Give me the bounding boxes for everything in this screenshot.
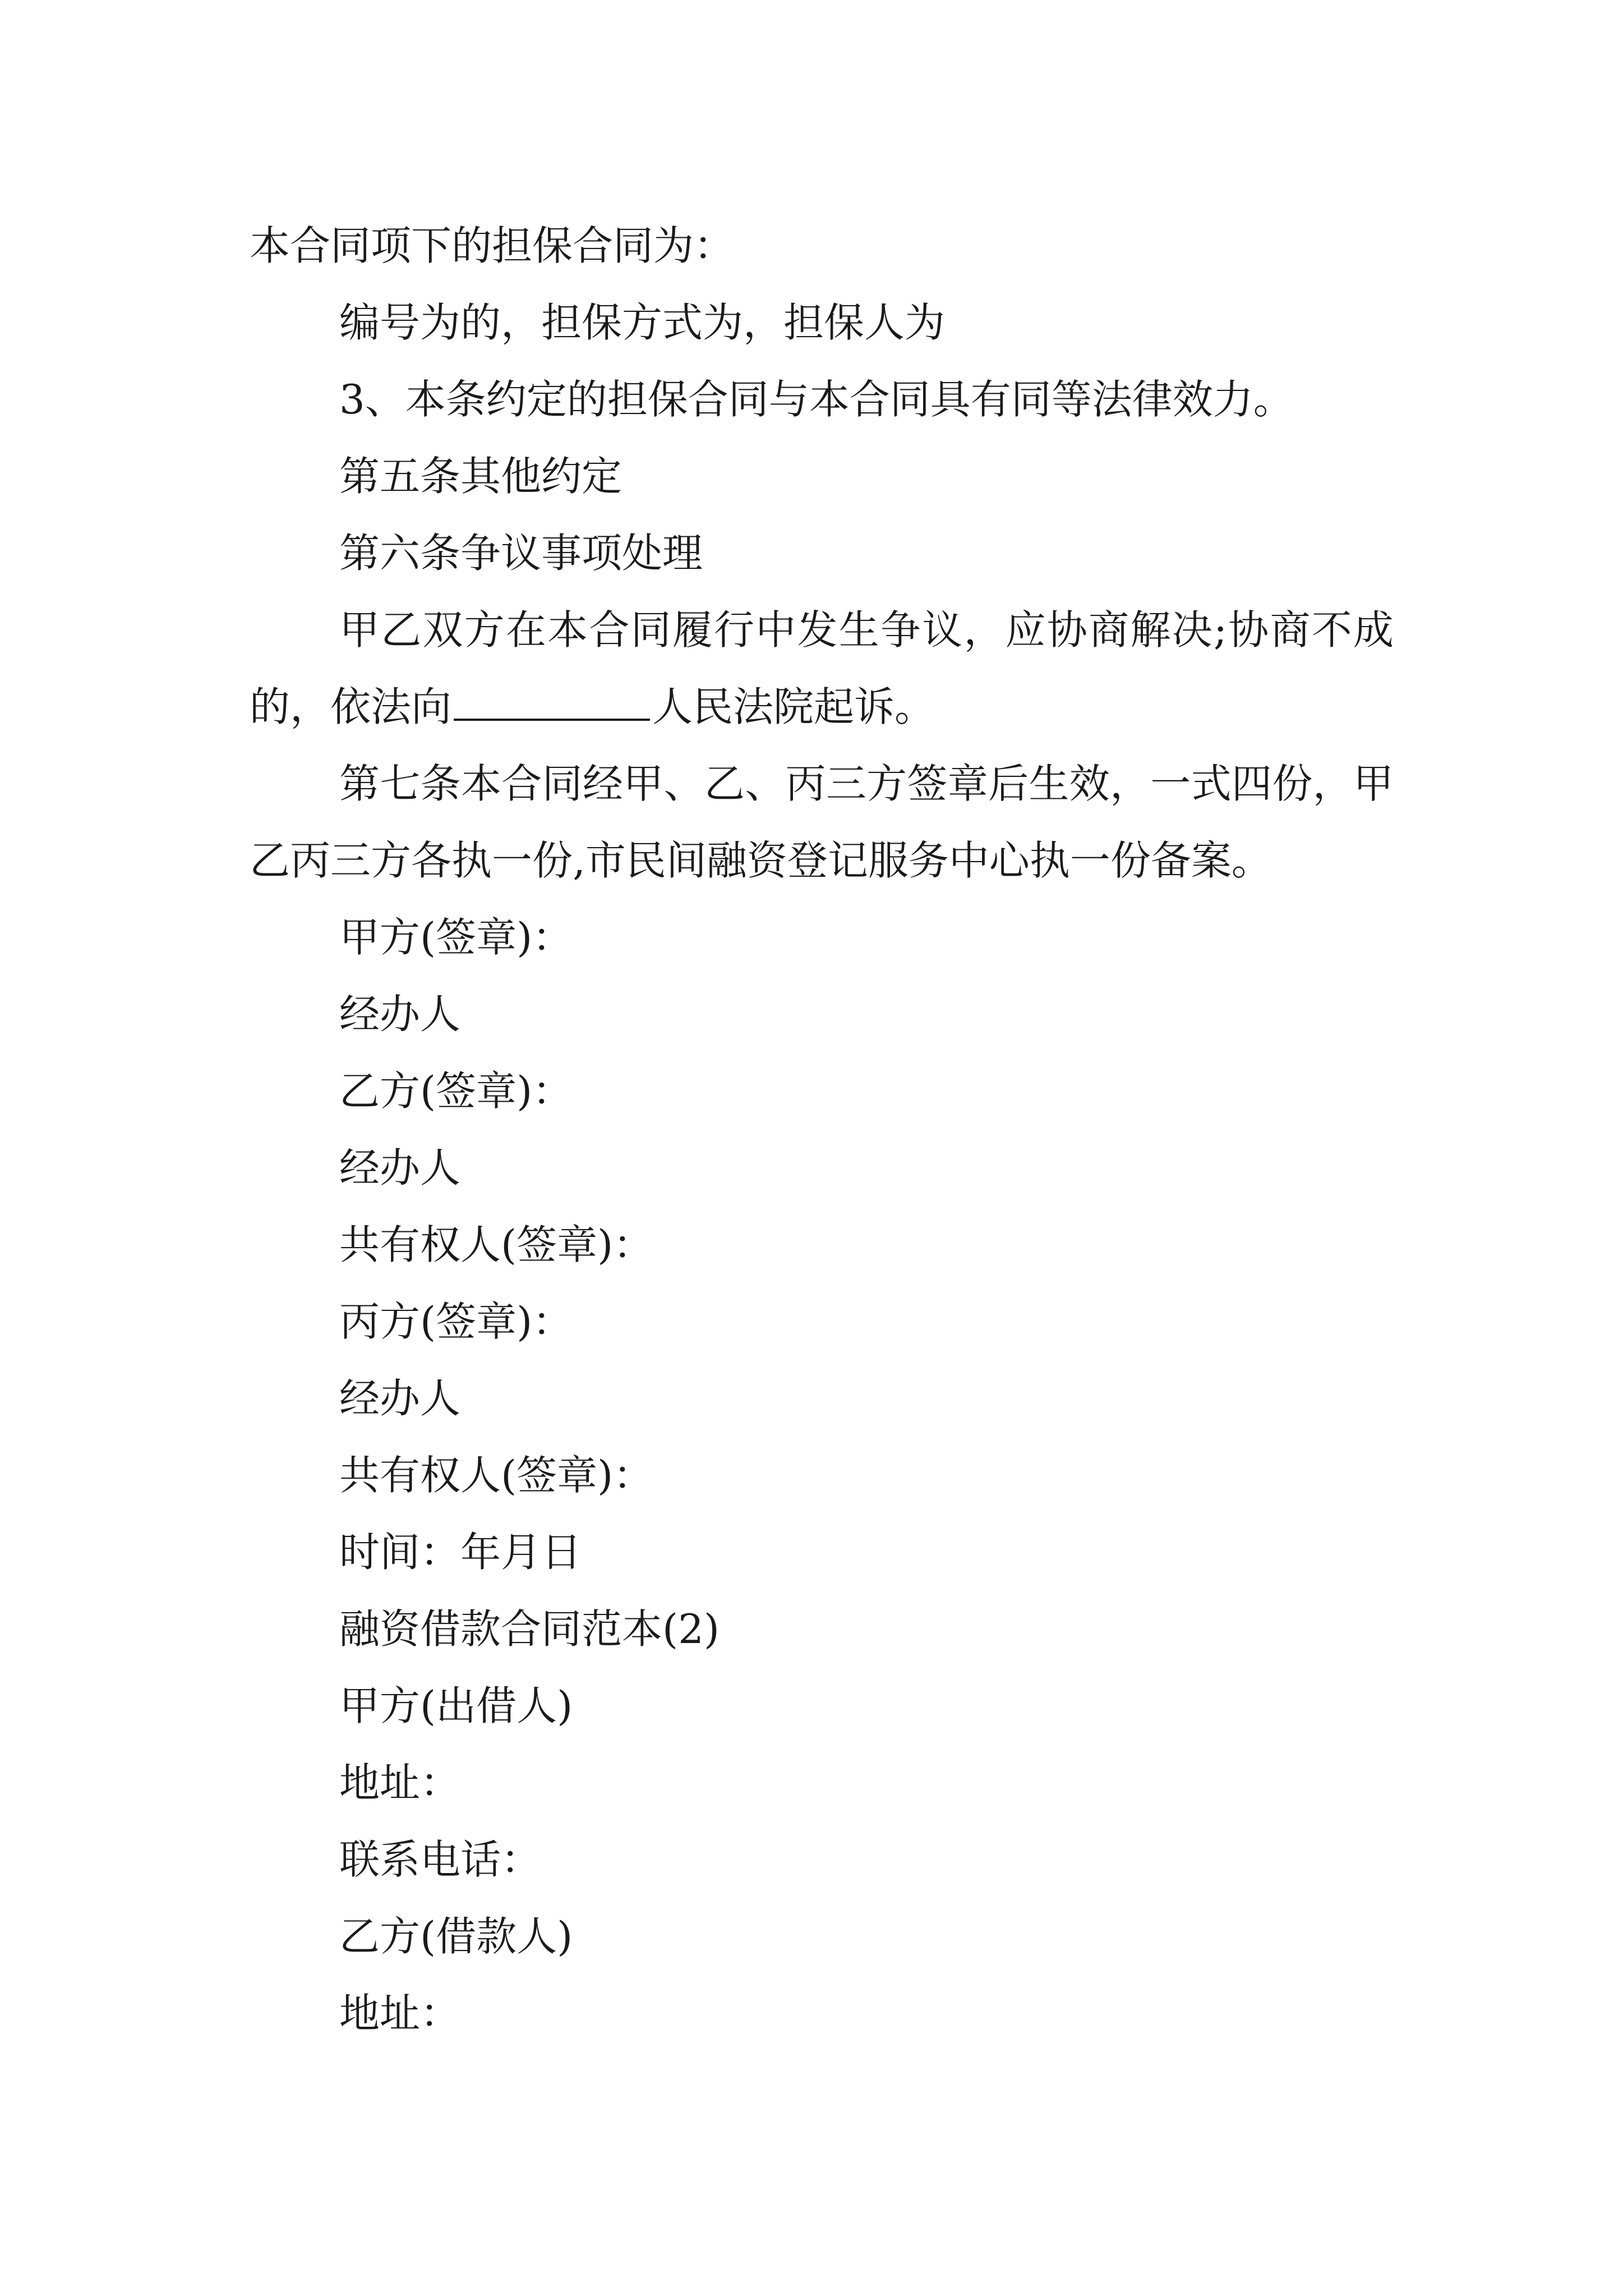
party-a-agent: 经办人 — [339, 991, 461, 1038]
dispute-text-end: 人民法院起诉。 — [652, 683, 935, 730]
party-b-signature: 乙方(签章)： — [339, 1068, 573, 1115]
template-2-title: 融资借款合同范本(2) — [339, 1605, 720, 1653]
guarantee-number-line: 编号为的，担保方式为，担保人为 — [339, 299, 946, 346]
dispute-paragraph — [250, 592, 1394, 746]
party-b-agent: 经办人 — [339, 1144, 461, 1191]
lender-line: 甲方(出借人) — [339, 1682, 573, 1729]
borrower-line: 乙方(借款人) — [339, 1913, 573, 1960]
date-line: 时间：年月日 — [339, 1529, 582, 1576]
party-c-signature: 丙方(签章)： — [339, 1298, 573, 1345]
document-body — [250, 208, 1394, 2052]
dispute-text: 甲乙双方在本合同履行中发生争议，应协商解决;协商不成的，依法向 — [250, 606, 1394, 730]
article-5-heading: 第五条其他约定 — [339, 453, 623, 500]
lender-phone: 联系电话： — [339, 1836, 542, 1883]
guarantee-contract-line: 本合同项下的担保合同为： — [250, 222, 735, 269]
party-c-agent: 经办人 — [339, 1375, 461, 1422]
article-6-heading: 第六条争议事项处理 — [339, 530, 703, 577]
court-name-blank — [454, 685, 650, 721]
party-b-co-owner-signature: 共有权人(签章)： — [339, 1221, 654, 1268]
borrower-address: 地址： — [339, 1990, 461, 2037]
article-7-paragraph: 第七条本合同经甲、乙、丙三方签章后生效，一式四份，甲乙丙三方各执一份,市民间融资登记服务中心执一份备案。 — [250, 760, 1394, 884]
party-a-signature: 甲方(签章)： — [339, 914, 573, 961]
clause-3-line: 3、本条约定的担保合同与本合同具有同等法律效力。 — [339, 376, 1294, 423]
party-c-co-owner-signature: 共有权人(签章)： — [339, 1452, 654, 1499]
lender-address: 地址： — [339, 1759, 461, 1806]
